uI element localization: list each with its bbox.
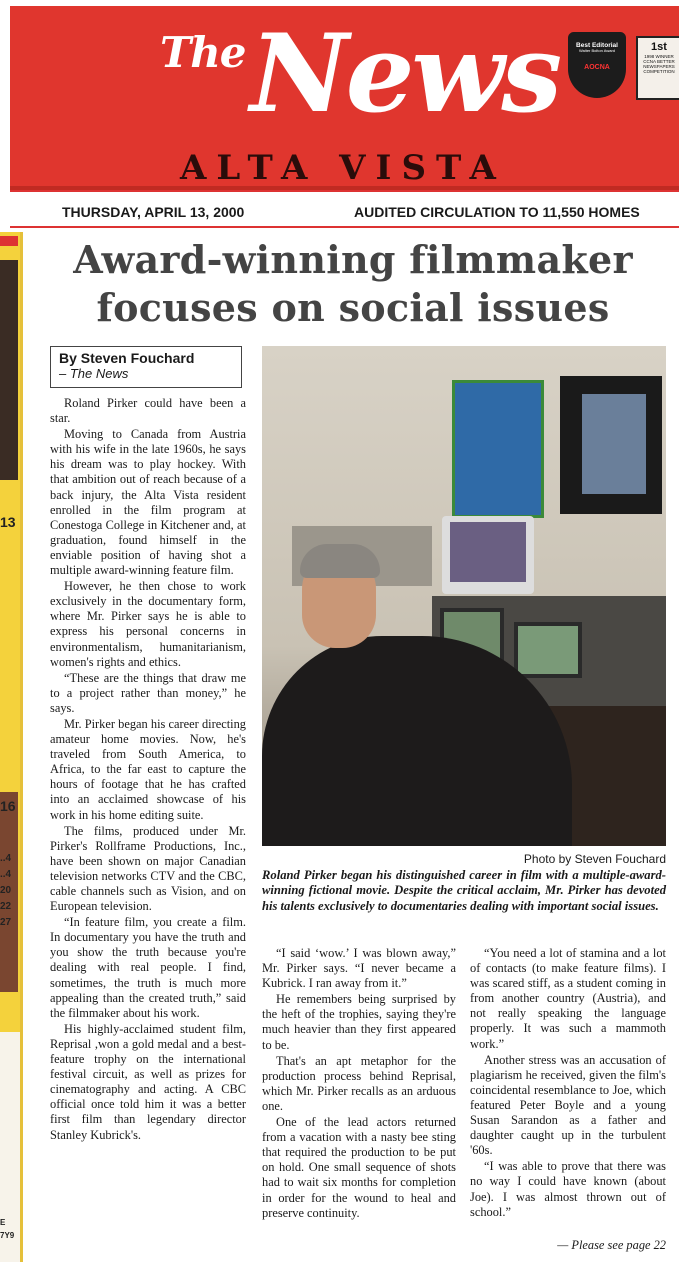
masthead	[10, 6, 679, 190]
paragraph: That's an apt metaphor for the production process behind Reprisal, which Mr. Pirker recalls as an arduous one.	[262, 1053, 456, 1113]
paragraph: “I was able to prove that there was no way I could have known (about Joe). I was almost thrown out of school.”	[470, 1159, 666, 1219]
strip-number: 13	[0, 514, 16, 530]
article-column-1	[50, 396, 246, 1144]
strip-ref: 20	[0, 885, 12, 896]
article-photo	[262, 346, 666, 846]
paragraph: “You need a lot of stamina and a lot of contacts (to make feature films). I was scared stiff, as a student coming in from another country (Austria), and not really speaking the language properly. It was such a mammoth work.”	[470, 946, 666, 1051]
continued-link[interactable]: — Please see page 22	[557, 1238, 666, 1252]
badge2-top: 1st	[651, 41, 667, 53]
photo-monitor-screen	[450, 522, 526, 582]
paragraph: The films, produced under Mr. Pirker's Rollframe Productions, Inc., have been shown on major Canadian television networks CTV and the CBC, cable channels such as Vision, and on European television.	[50, 823, 246, 914]
paragraph: However, he then chose to work exclusively in the documentary form, where Mr. Pirker says he is able to express his personal concerns in environmentalism, humanitarianism, women's rights and ethics.	[50, 579, 246, 669]
badge1-subtitle: Walter Bolton Award	[578, 48, 616, 54]
logo-the: The	[160, 28, 246, 77]
byline-name: By Steven Fouchard	[59, 350, 195, 366]
photo-credit: Photo by Steven Fouchard	[523, 852, 666, 866]
paragraph: “I said ‘wow.’ I was blown away,” Mr. Pirker says. “I never became a Kubrick. I ran away from it.”	[262, 946, 456, 991]
first-place-badge	[636, 36, 679, 100]
circulation: AUDITED CIRCULATION TO 11,550 HOMES	[354, 204, 640, 220]
photo-filmframe	[582, 394, 646, 494]
adjacent-column-strip	[0, 232, 23, 1262]
logo-news: News	[250, 11, 560, 137]
badge2-text: 1998 WINNER CCNA BETTER NEWSPAPERS COMPETITION	[643, 53, 675, 75]
paragraph: One of the lead actors returned from a vacation with a nasty bee sting that required the production to be put on hold. One small sequence of shots had to wait six months for completion in order for the wound to heal and preserve continuity.	[262, 1115, 456, 1220]
photo-person-hair	[300, 544, 380, 578]
article-column-2	[262, 946, 456, 1222]
dateline	[10, 196, 679, 228]
paragraph: Moving to Canada from Austria with his wife in the late 1960s, he says his dream was to play hockey. With that ambition out of reach because of a back injury, the Alta Vista resident enrolled in the film program at Conestoga College in Kitchener and, at graduation, found himself in the enviable position of having shot a multiple award-winning feature film.	[50, 427, 246, 578]
photo-small-monitor	[514, 622, 582, 678]
strip-ref: ..4	[0, 869, 12, 880]
badge1-logo: AOCNA	[584, 63, 610, 71]
paragraph: “In feature film, you create a film. In documentary you have the truth and you show the truth because you're dealing with real people. I find, sometimes, the truth is much more appealing than the created truth,” said the filmmaker about his work.	[50, 915, 246, 1020]
paragraph: Mr. Pirker began his career directing amateur home movies. Now, he's traveled from South America, to Africa, to the far east to capture the hours of footage that he has crafted into an acclaimed showcase of his work in his home editing suite.	[50, 716, 246, 822]
article-column-3	[470, 946, 666, 1221]
strip-red-bar	[0, 236, 18, 246]
issue-date: THURSDAY, APRIL 13, 2000	[62, 204, 245, 220]
headline: Award-winning filmmaker focuses on social issues	[73, 237, 633, 330]
strip-photo	[0, 260, 18, 480]
photo-caption: Roland Pirker began his distinguished career in film with a multiple-award-winning fictional movie. Despite the critical acclaim, Mr. Pirker has devoted his talents exclusively to documentaries dealing with important social issues.	[262, 868, 666, 913]
byline-box	[50, 346, 242, 388]
photo-poster	[452, 380, 544, 518]
paragraph: Roland Pirker could have been a star.	[50, 396, 246, 426]
byline-source: – The News	[59, 366, 129, 381]
badge1-title: Best Editorial	[576, 42, 618, 49]
editorial-award-badge	[568, 32, 626, 98]
strip-ref: ..4	[0, 853, 12, 864]
strip-ref: 22	[0, 901, 12, 912]
strip-number: 16	[0, 798, 16, 814]
logo-subtitle: ALTA VISTA	[180, 148, 506, 188]
paragraph: “These are the things that draw me to a project rather than money,” he says.	[50, 670, 246, 715]
divider	[10, 190, 679, 192]
paragraph: His highly-acclaimed student film, Reprisal ,won a gold medal and a best-feature trophy on the international festival circuit, as well as prizes for cinematography and acting. A CBC official once told him it was a better first film than legendary director Stanley Kubrick's.	[50, 1021, 246, 1142]
paragraph: He remembers being surprised by the heft of the trophies, saying they're much heavier than they first appeared to be.	[262, 992, 456, 1052]
strip-ref: 27	[0, 917, 12, 928]
paragraph: Another stress was an accusation of plagiarism he received, given the film's coincidental resemblance to Joe, which featured Peter Boyle and a young Susan Sarandon as a father and daughter caught up in the turbulent '60s.	[470, 1052, 666, 1158]
strip-code: E 7Y9	[0, 1218, 15, 1240]
